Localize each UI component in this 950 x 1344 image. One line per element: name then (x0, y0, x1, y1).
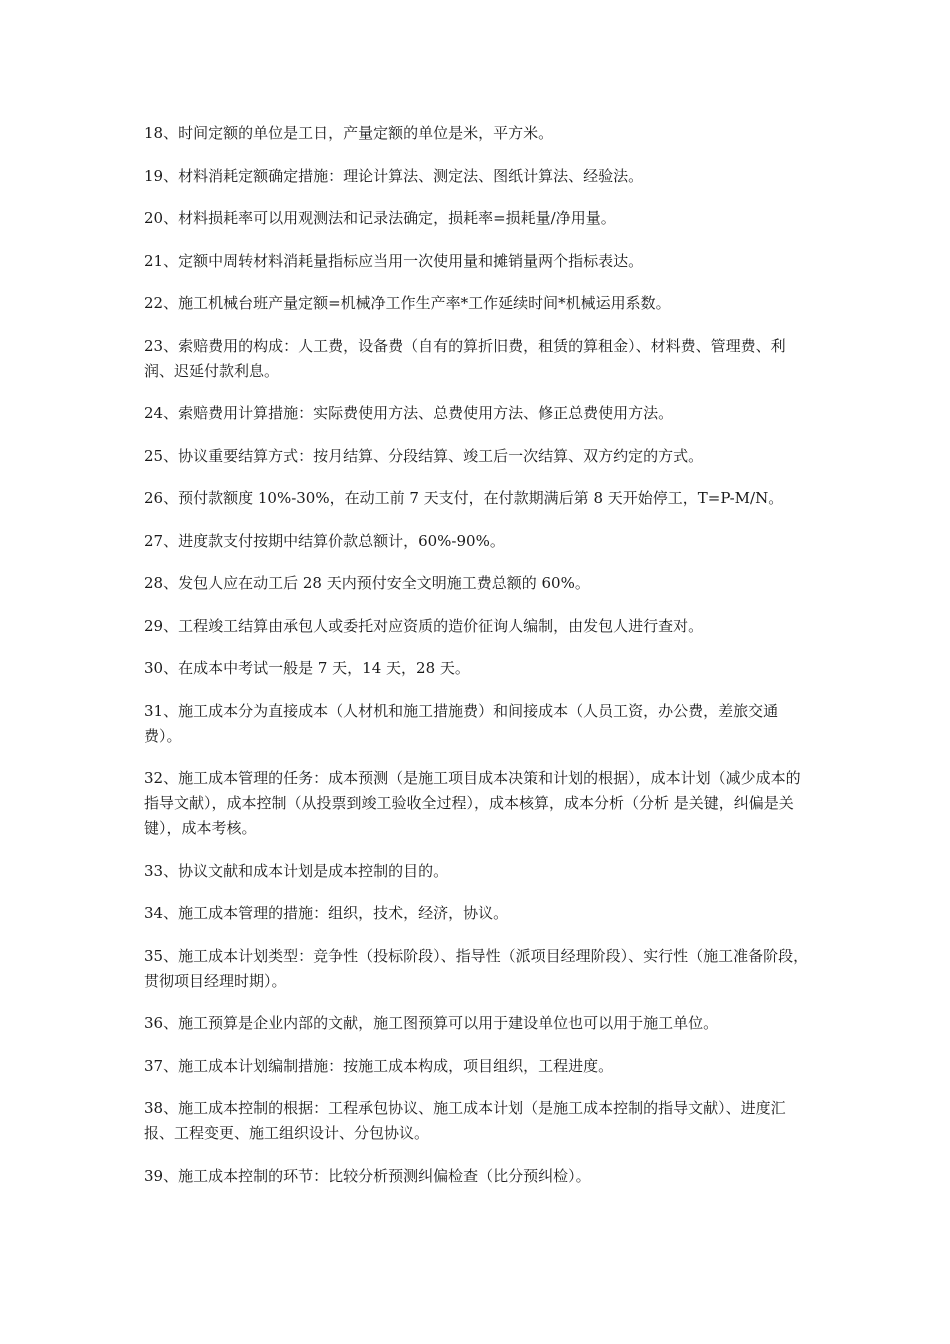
list-item: 35、施工成本计划类型：竞争性（投标阶段）、指导性（派项目经理阶段）、实行性（施工准备阶段，贯彻项目经理时期）。 (144, 946, 809, 990)
list-item: 37、施工成本计划编制措施：按施工成本构成，项目组织，工程进度。 (144, 1056, 614, 1075)
list-item: 32、施工成本管理的任务：成本预测（是施工项目成本决策和计划的根据），成本计划（减少成本的指导文献），成本控制（从投票到竣工验收全过程），成本核算，成本分析（分析 是关键，纠偏是关键），成本考核。 (144, 769, 801, 837)
list-item: 20、材料损耗率可以用观测法和记录法确定，损耗率=损耗量/净用量。 (144, 209, 616, 227)
list-item: 30、在成本中考试一般是 7 天，14 天，28 天。 (144, 659, 470, 677)
list-item: 23、索赔费用的构成：人工费，设备费（自有的算折旧费，租赁的算租金）、材料费、管理费、利润、迟延付款利息。 (144, 336, 786, 380)
list-item: 34、施工成本管理的措施：组织，技术，经济，协议。 (144, 904, 509, 922)
list-item: 27、进度款支付按期中结算价款总额计，60%-90%。 (144, 531, 505, 550)
list-item: 29、工程竣工结算由承包人或委托对应资质的造价征询人编制，由发包人进行查对。 (144, 616, 704, 635)
list-item: 19、材料消耗定额确定措施：理论计算法、测定法、图纸计算法、经验法。 (144, 166, 644, 185)
list-item: 18、时间定额的单位是工日，产量定额的单位是米，平方米。 (144, 124, 554, 142)
list-item: 21、定额中周转材料消耗量指标应当用一次使用量和摊销量两个指标表达。 (144, 251, 644, 270)
list-item: 31、施工成本分为直接成本（人材机和施工措施费）和间接成本（人员工资，办公费，差旅交通费）。 (144, 701, 779, 745)
list-item: 24、索赔费用计算措施：实际费使用方法、总费使用方法、修正总费使用方法。 (144, 404, 674, 422)
list-item: 22、施工机械台班产量定额=机械净工作生产率*工作延续时间*机械运用系数。 (144, 294, 671, 312)
list-item: 28、发包人应在动工后 28 天内预付安全文明施工费总额的 60%。 (144, 574, 590, 592)
list-item: 25、协议重要结算方式：按月结算、分段结算、竣工后一次结算、双方约定的方式。 (144, 446, 704, 465)
list-item: 26、预付款额度 10%-30%，在动工前 7 天支付，在付款期满后第 8 天开始停工，T=P-M/N。 (144, 489, 784, 507)
list-item: 38、施工成本控制的根据：工程承包协议、施工成本计划（是施工成本控制的指导文献）、进度汇报、工程变更、施工组织设计、分包协议。 (144, 1099, 786, 1142)
list-item: 33、协议文献和成本计划是成本控制的目的。 (144, 861, 449, 880)
list-item: 39、施工成本控制的环节：比较分析预测纠偏检查（比分预纠检）。 (144, 1166, 591, 1185)
list-item: 36、施工预算是企业内部的文献，施工图预算可以用于建设单位也可以用于施工单位。 (144, 1014, 719, 1032)
document-body (144, 121, 810, 1206)
